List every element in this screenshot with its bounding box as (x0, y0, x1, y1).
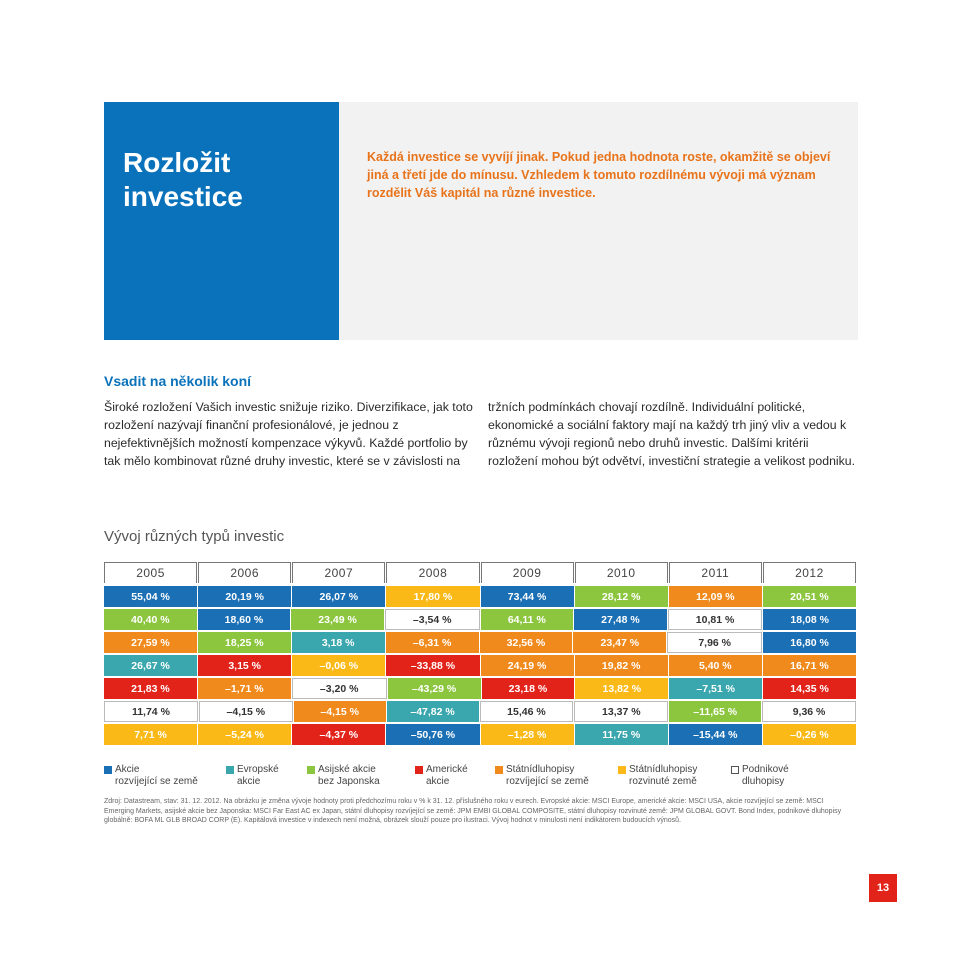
hero-intro-text: Každá investice se vyvíjí jinak. Pokud jedna hodnota roste, okamžitě se objeví jiná a třetí jde do mínusu. Vzhledem k tomuto rozdílnému vývoji má význam rozdělit Váš kapitál na různé investice. (367, 150, 831, 200)
legend-item (731, 764, 789, 788)
returns-table (104, 562, 856, 745)
table-cell: –3,20 % (292, 678, 387, 699)
legend-label-line1: Americké (426, 764, 468, 775)
table-cell: 20,51 % (763, 586, 856, 607)
table-cell: 23,47 % (573, 632, 666, 653)
table-cell: –15,44 % (669, 724, 762, 745)
legend-swatch (731, 766, 739, 774)
body-text-right: tržních podmínkách chovají rozdílně. Individuální politické, ekonomické a sociální faktory mají na každý trh jiný vliv a vedou k různému vývoji regionů nebo druhů investic. Dalšími kritérii rozložení mohou být odvětví, investiční strategie a velikost podniku. (488, 400, 856, 468)
table-cell: 16,71 % (763, 655, 856, 676)
table-cell: 7,71 % (104, 724, 197, 745)
legend-item (495, 764, 589, 788)
legend-label-line1: Státnídluhopisy (629, 764, 698, 775)
table-cell: –3,54 % (385, 609, 480, 630)
table-row (104, 655, 856, 676)
legend-label-line1: Akcie (115, 764, 140, 775)
legend-label-line2: akcie (426, 776, 450, 787)
table-cell: 13,37 % (574, 701, 668, 722)
table-cell: 10,81 % (668, 609, 763, 630)
hero-banner (104, 102, 858, 340)
legend-label-line2: akcie (237, 776, 261, 787)
table-cell: 17,80 % (386, 586, 479, 607)
table-cell: –11,65 % (669, 701, 761, 722)
legend-label-line1: Státnídluhopisy (506, 764, 575, 775)
table-cell: 73,44 % (481, 586, 574, 607)
table-cell: –7,51 % (669, 678, 762, 699)
year-header-2008: 2008 (386, 562, 479, 583)
table-cell: 21,83 % (104, 678, 197, 699)
legend-label-line2: dluhopisy (742, 776, 785, 787)
table-cell: 64,11 % (481, 609, 574, 630)
source-note: Zdroj: Datastream, stav: 31. 12. 2012. Na obrázku je změna vývoje hodnoty proti předchozímu roku v % k 31. 12. příslušného roku v eurech. Evropské akcie: MSCI Europe, americké akcie: MSCI USA, akcie rozvíjející se země: MSCI Emerging Markets, asijské akcie bez Japonska: MSCI Far East AC ex Japan, státní dluhopisy rozvíjející se země: JPM EMBI GLOBAL COMPOSITE, státní dluhopisy rozvinuté země: JPM GLOBAL GOVT. Bond Index, podnikové dluhopisy globálně: BOFA ML GLB BROAD CORP (E). Kapitálová investice v indexech není možná, obrázek slouží pouze pro ilustraci. Vývoj hodnot v minulosti není indikátorem budoucích výnosů. (104, 798, 842, 824)
legend-label-line2: rozvíjející se země (115, 776, 198, 787)
year-header-2005: 2005 (104, 562, 197, 583)
table-cell: 12,09 % (669, 586, 762, 607)
table-cell: 23,18 % (482, 678, 575, 699)
hero-title (123, 146, 243, 214)
table-cell: –4,37 % (292, 724, 385, 745)
table-header-row (104, 562, 856, 583)
hero-title-line2: investice (123, 181, 243, 212)
legend-item (226, 764, 279, 788)
table-cell: 3,18 % (292, 632, 385, 653)
table-cell: 18,08 % (763, 609, 856, 630)
table-cell: 23,49 % (291, 609, 384, 630)
legend-swatch (104, 766, 112, 774)
legend-swatch (307, 766, 315, 774)
year-header-2012: 2012 (763, 562, 856, 583)
table-row (104, 586, 856, 607)
legend-item (307, 764, 380, 788)
table-cell: –1,28 % (481, 724, 574, 745)
table-cell: 27,48 % (574, 609, 667, 630)
table-cell: –6,31 % (386, 632, 479, 653)
table-cell: 11,74 % (104, 701, 198, 722)
legend-label-line2: bez Japonska (318, 776, 380, 787)
legend-swatch (226, 766, 234, 774)
table-cell: 32,56 % (480, 632, 573, 653)
table-cell: –0,06 % (292, 655, 385, 676)
table-cell: 26,67 % (104, 655, 197, 676)
table-cell: 28,12 % (575, 586, 668, 607)
table-row (104, 724, 856, 745)
table-cell: –1,71 % (198, 678, 291, 699)
table-cell: 24,19 % (481, 655, 574, 676)
legend-label-line1: Podnikové (742, 764, 789, 775)
table-cell: –5,24 % (198, 724, 291, 745)
legend-label-line1: Evropské (237, 764, 279, 775)
legend-label-line2: rozvíjející se země (506, 776, 589, 787)
table-cell: 16,80 % (763, 632, 856, 653)
legend-swatch (415, 766, 423, 774)
year-header-2010: 2010 (575, 562, 668, 583)
table-cell: 11,75 % (575, 724, 668, 745)
table-cell: 18,25 % (198, 632, 291, 653)
table-cell: 18,60 % (198, 609, 291, 630)
year-header-2007: 2007 (292, 562, 385, 583)
table-cell: 55,04 % (104, 586, 197, 607)
table-cell: 9,36 % (762, 701, 856, 722)
table-cell: –4,15 % (199, 701, 293, 722)
table-cell: 13,82 % (575, 678, 668, 699)
legend-label-line2: rozvinuté země (629, 776, 697, 787)
legend (104, 764, 864, 790)
year-header-2006: 2006 (198, 562, 291, 583)
table-cell: 3,15 % (198, 655, 291, 676)
table-cell: 20,19 % (198, 586, 291, 607)
table-cell: –50,76 % (386, 724, 479, 745)
legend-swatch (618, 766, 626, 774)
table-cell: 27,59 % (104, 632, 197, 653)
hero-title-box (104, 102, 339, 340)
body-text-left: Široké rozložení Vašich investic snižuje riziko. Diverzifikace, jak toto rozložení nazývají finanční profesionálové, je jednou z nejefektivnějších možností kompenzace výkyvů. Každé portfolio by tak mělo kombinovat různé druhy investic, které se v závislosti na (104, 400, 473, 468)
legend-label-line1: Asijské akcie (318, 764, 376, 775)
table-cell: –4,15 % (294, 701, 386, 722)
table-cell: –47,82 % (387, 701, 479, 722)
legend-item (618, 764, 697, 788)
table-cell: 40,40 % (104, 609, 197, 630)
table-cell: 7,96 % (667, 632, 762, 653)
section-title: Vsadit na několik koní (104, 373, 252, 389)
year-header-2011: 2011 (669, 562, 762, 583)
table-cell: 5,40 % (669, 655, 762, 676)
year-header-2009: 2009 (481, 562, 574, 583)
legend-item (104, 764, 198, 788)
legend-swatch (495, 766, 503, 774)
table-row (104, 678, 856, 699)
table-row (104, 632, 856, 653)
legend-item (415, 764, 468, 788)
table-cell: 19,82 % (575, 655, 668, 676)
table-cell: –43,29 % (388, 678, 481, 699)
table-row (104, 701, 856, 722)
table-body (104, 586, 856, 745)
table-title: Vývoj různých typů investic (104, 528, 285, 545)
table-cell: 14,35 % (763, 678, 856, 699)
table-cell: –0,26 % (763, 724, 856, 745)
hero-title-line1: Rozložit (123, 147, 231, 178)
table-cell: 15,46 % (480, 701, 574, 722)
table-cell: –33,88 % (386, 655, 479, 676)
table-cell: 26,07 % (292, 586, 385, 607)
table-row (104, 609, 856, 630)
page-number: 13 (869, 874, 897, 902)
